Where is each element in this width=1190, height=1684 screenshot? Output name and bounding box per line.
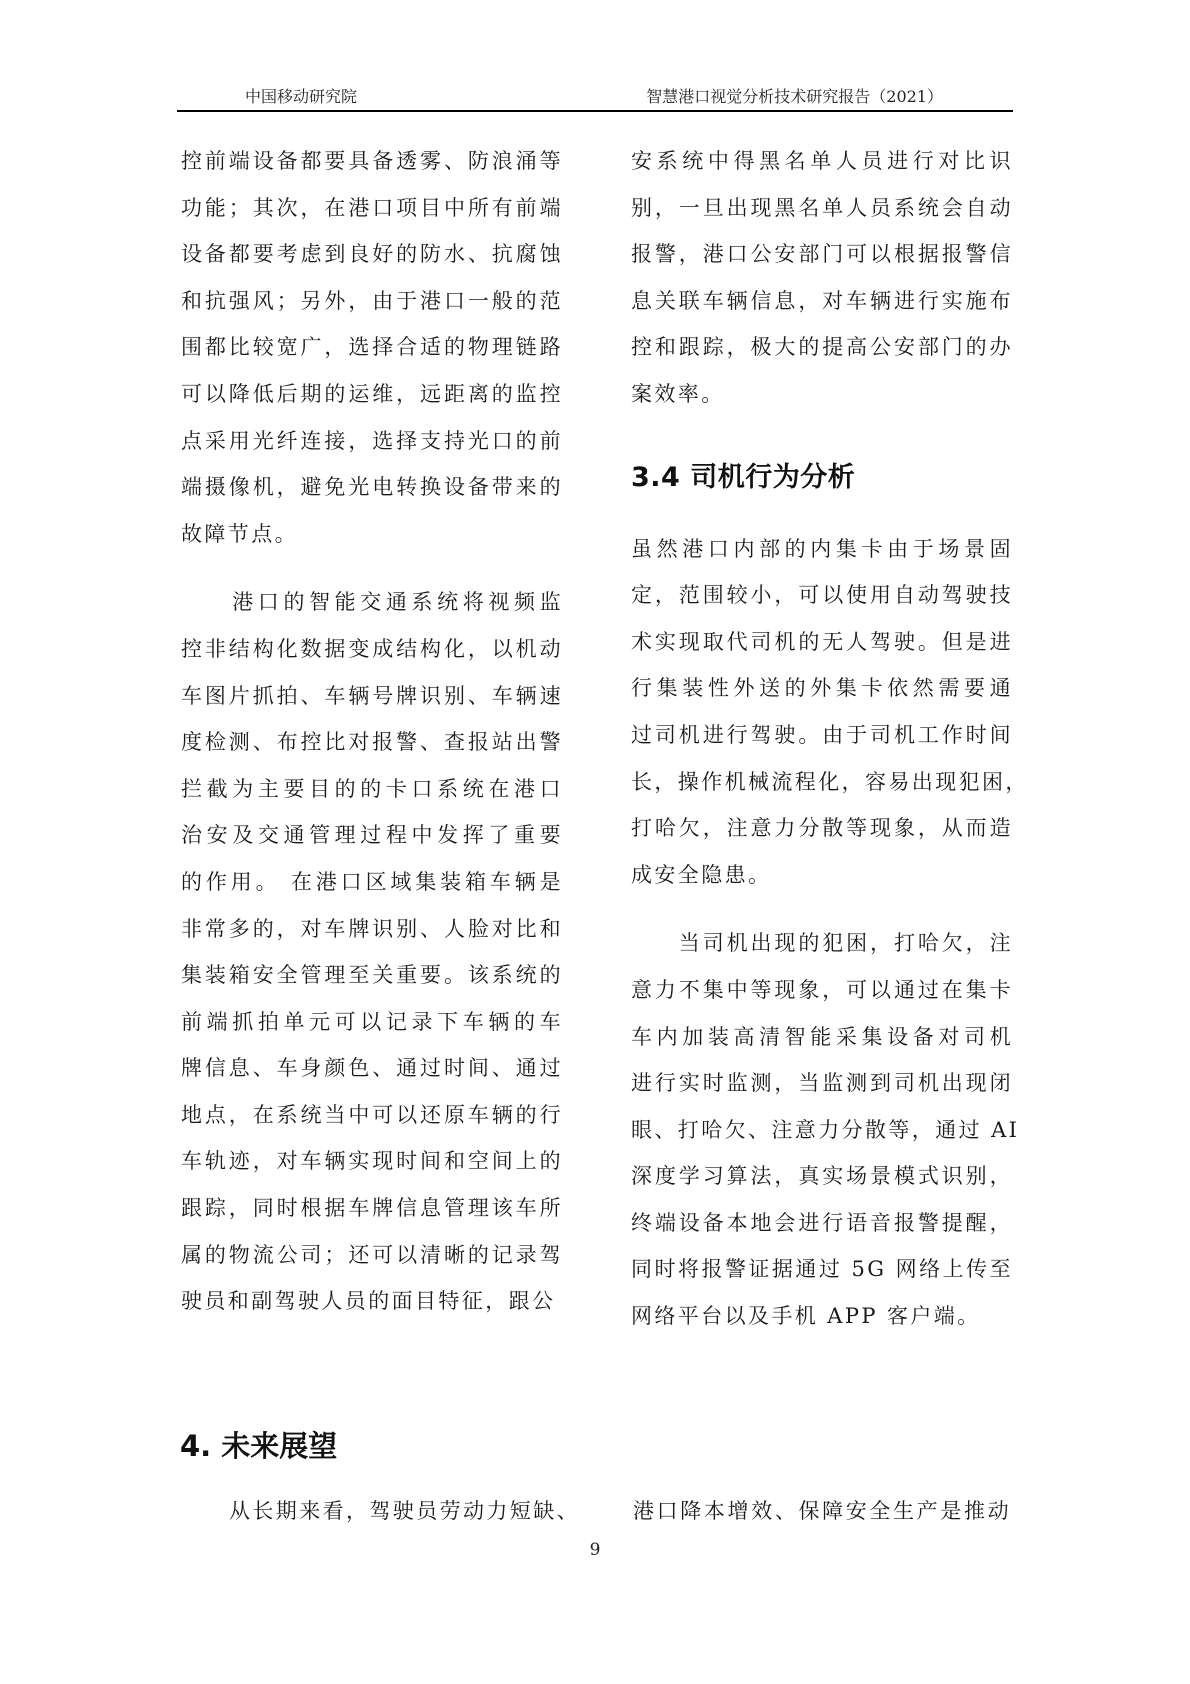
text-line: 集装箱安全管理至关重要。该系统的 [181,963,563,988]
text-line: 控前端设备都要具备透雾、防浪涌等 [181,149,563,173]
text-line: 当司机出现的犯困，打哈欠，注 [631,931,1013,956]
text-line: 进行实时监测，当监测到司机出现闭 [631,1071,1013,1096]
text-line: 案效率。 [631,381,725,406]
text-line: 行集装性外送的外集卡依然需要通 [631,676,1013,701]
section-heading-driver-behavior: 3.4 司机行为分析 [631,461,856,493]
page-header [177,82,1013,112]
text-line: 端摄像机，避免光电转换设备带来的 [181,475,563,500]
text-line: 港口的智能交通系统将视频监 [181,590,563,615]
text-line: 控非结构化数据变成结构化，以机动 [181,636,563,661]
text-line: 安系统中得黑名单人员进行对比识 [631,149,1013,173]
text-line: 控和跟踪，极大的提高公安部门的办 [631,335,1013,360]
paragraph-driver-monitoring [631,920,1020,1339]
text-line: 跟踪，同时根据车牌信息管理该车所 [181,1196,563,1221]
text-line: 设备都要考虑到良好的防水、抗腐蚀 [181,242,563,267]
text-line: 治安及交通管理过程中发挥了重要 [181,823,563,848]
outlook-text-right: 港口降本增效、保障安全生产是推动 [633,1499,1011,1523]
text-line: 术实现取代司机的无人驾驶。但是进 [631,629,1013,654]
text-line: 打哈欠，注意力分散等现象，从而造 [631,816,1013,841]
left-column [181,138,563,1325]
text-line: 属的物流公司；还可以清晰的记录驾 [181,1242,563,1267]
text-line: 拦截为主要目的的卡口系统在港口 [181,776,563,801]
text-line: 的作用。 在港口区域集装箱车辆是 [181,869,563,894]
text-line: 过司机进行驾驶。由于司机工作时间 [631,722,1013,747]
text-line: 同时将报警证据通过 5G 网络上传至 [631,1257,1013,1282]
text-line: 功能；其次，在港口项目中所有前端 [181,195,563,220]
text-line: 意力不集中等现象，可以通过在集卡 [631,977,1013,1002]
text-line: 虽然港口内部的内集卡由于场景固 [631,536,1013,561]
text-line: 报警，港口公安部门可以根据报警信 [631,242,1013,267]
text-line: 前端抓拍单元可以记录下车辆的车 [181,1009,563,1034]
paragraph-blacklist-alarm [631,138,1013,418]
text-line: 车内加装高清智能采集设备对司机 [631,1024,1013,1049]
paragraph-front-end-devices [181,138,563,557]
text-line: 故障节点。 [181,521,298,546]
page-number: 9 [589,1540,601,1560]
section-heading-future-outlook: 4. 未来展望 [180,1429,338,1464]
text-line: 可以降低后期的运维，远距离的监控 [181,381,563,406]
text-line: 非常多的，对车牌识别、人脸对比和 [181,916,563,941]
outlook-text-left: 从长期来看，驾驶员劳动力短缺、 [229,1499,580,1523]
text-line: 终端设备本地会进行语音报警提醒， [631,1210,1013,1235]
text-line: 驶员和副驾驶人员的面目特征，跟公 [181,1289,556,1314]
text-line: 成安全隐患。 [631,862,772,887]
header-report-title: 智慧港口视觉分析技术研究报告（2021） [646,87,943,106]
text-line: 别，一旦出现黑名单人员系统会自动 [631,195,1013,220]
text-line: 网络平台以及手机 APP 客户端。 [631,1304,981,1329]
header-organization: 中国移动研究院 [245,87,358,106]
text-line: 深度学习算法，真实场景模式识别， [631,1164,1013,1189]
text-line: 息关联车辆信息，对车辆进行实施布 [631,288,1013,313]
text-line: 围都比较宽广，选择合适的物理链路 [181,335,563,360]
text-line: 地点，在系统当中可以还原车辆的行 [181,1102,563,1127]
text-line: 点采用光纤连接，选择支持光口的前 [181,428,563,453]
text-line: 定，范围较小，可以使用自动驾驶技 [631,583,1013,608]
text-line: 长，操作机械流程化，容易出现犯困， [631,769,1029,794]
text-line: 车图片抓拍、车辆号牌识别、车辆速 [181,683,563,708]
right-column [631,138,1029,1340]
paragraph-driver-intro [631,526,1029,899]
text-line: 眼、打哈欠、注意力分散等，通过 AI [631,1117,1020,1142]
text-line: 车轨迹，对车辆实现时间和空间上的 [181,1149,563,1174]
text-line: 牌信息、车身颜色、通过时间、通过 [181,1056,563,1081]
paragraph-intelligent-traffic [181,579,563,1325]
text-line: 度检测、布控比对报警、查报站出警 [181,730,563,755]
text-line: 和抗强风；另外，由于港口一般的范 [181,288,563,313]
